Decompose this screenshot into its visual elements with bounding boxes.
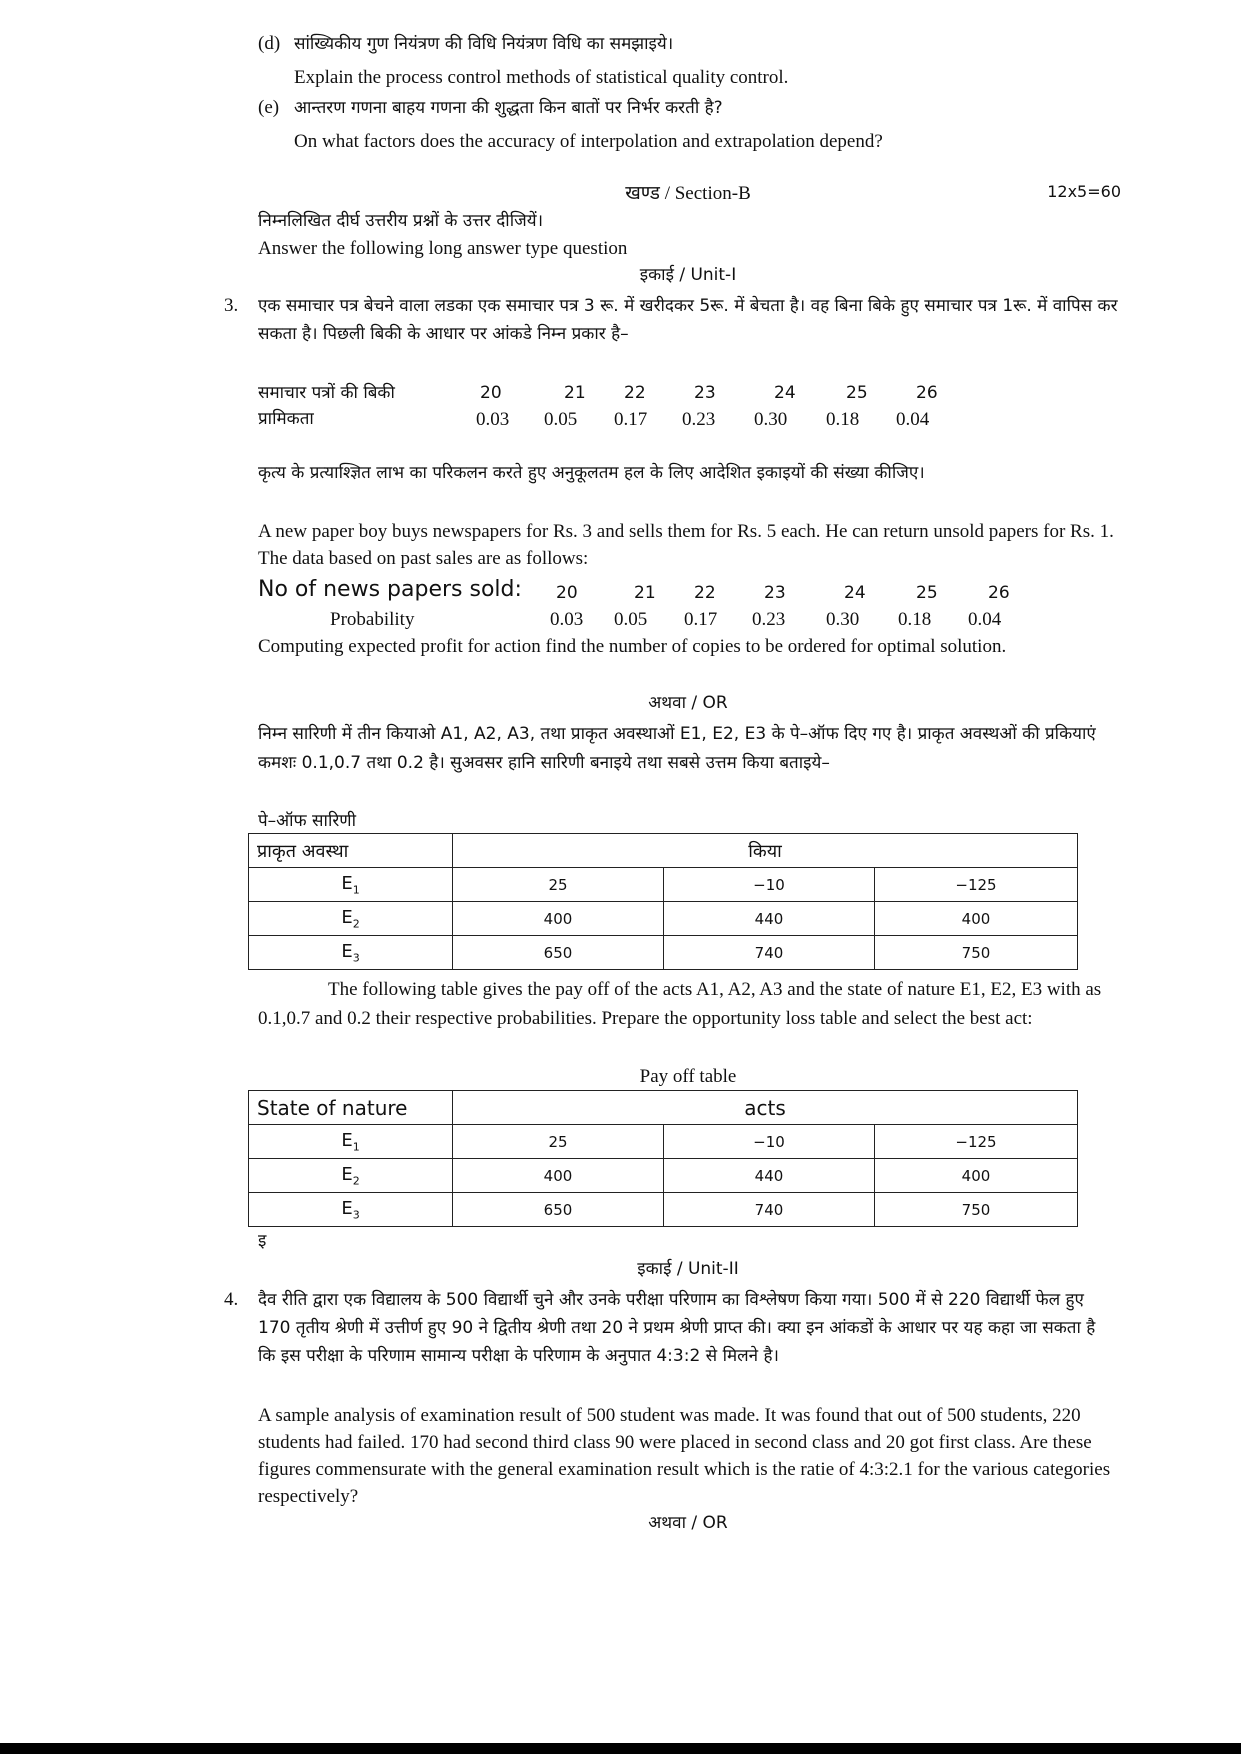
q3-english-sales-row bbox=[258, 576, 1118, 632]
state-cell: $E_2$ bbox=[249, 1159, 453, 1193]
q3-or: अथवा / OR bbox=[648, 693, 728, 713]
table-header-state: State of nature bbox=[249, 1091, 453, 1125]
q3-hindi-question: कृत्य के प्रत्याश्ज्ञित लाभ का परिकलन करते हुए अनुकूलतम हल के लिए आदेशित इकाइयों की संख्या कीजिए। bbox=[258, 463, 925, 483]
sales-value: 22 bbox=[694, 583, 716, 603]
sales-value: 24 bbox=[774, 383, 796, 403]
payoff-cell: 650 bbox=[453, 936, 664, 970]
sales-value: 24 bbox=[844, 583, 866, 603]
prob-value: 0.05 bbox=[614, 609, 648, 630]
payoff-cell: 25 bbox=[453, 1125, 664, 1159]
q3-hindi-sales-row bbox=[258, 380, 1118, 432]
table-row bbox=[249, 868, 1078, 902]
sales-value: 20 bbox=[556, 583, 578, 603]
prob-value: 0.23 bbox=[752, 609, 786, 630]
q3-hindi-prob-label: प्रामिकता bbox=[258, 409, 314, 429]
q2-d-hindi: सांख्यिकीय गुण नियंत्रण की विधि नियंत्रण विधि का समझाइये। bbox=[294, 34, 674, 54]
stray-mark: इ bbox=[258, 1231, 267, 1251]
prob-value: 0.04 bbox=[896, 409, 930, 430]
table-header-state: प्राकृत अवस्था bbox=[249, 834, 453, 868]
payoff-cell: 440 bbox=[664, 1159, 875, 1193]
q4-or: अथवा / OR bbox=[648, 1513, 728, 1533]
section-b-instruction-hindi: निम्नलिखित दीर्घ उत्तरीय प्रश्नों के उत्तर दीजियें। bbox=[258, 211, 544, 231]
prob-value: 0.23 bbox=[682, 409, 716, 430]
unit-1-title: इकाई / Unit-I bbox=[639, 265, 737, 285]
sales-value: 21 bbox=[634, 583, 656, 603]
state-cell: $E_1$ bbox=[249, 1125, 453, 1159]
prob-value: 0.18 bbox=[898, 609, 932, 630]
state-cell: $E_1$ bbox=[249, 868, 453, 902]
q3-hindi-sales-label: समाचार पत्रों की बिकी bbox=[258, 383, 395, 403]
prob-value: 0.05 bbox=[544, 409, 578, 430]
prob-value: 0.17 bbox=[684, 609, 718, 630]
q2-d bbox=[258, 30, 1118, 91]
q4-hindi-text: 4. दैव रीति द्वारा एक विद्यालय के 500 विद्यार्थी चुने और उनके परीक्षा परिणाम का विश्लेषण किया गया। 500 में से 220 विद्यार्थी फेल हुए 170 तृतीय श्रेणी में उत्तीर्ण हुए 90 ने द्वितीय श्रेणी तथा 20 ने प्रथम श्रेणी प्राप्त की। क्या इन आंकडों के आधार पर यह कहा जा सकता है कि इस परीक्षा के परिणाम सामान्य परीक्षा के परिणाम के अनुपात 4:3:2 से मिलने है। bbox=[258, 1286, 1118, 1370]
payoff-cell: 750 bbox=[875, 936, 1078, 970]
table-header-acts: किया bbox=[453, 834, 1078, 868]
payoff-cell: 400 bbox=[875, 1159, 1078, 1193]
table-row bbox=[249, 1193, 1078, 1227]
table-row bbox=[249, 1159, 1078, 1193]
prob-value: 0.17 bbox=[614, 409, 648, 430]
hindi-payoff-table bbox=[248, 833, 1078, 970]
sales-value: 23 bbox=[764, 583, 786, 603]
unit-2-title: इकाई / Unit-II bbox=[637, 1259, 739, 1279]
q4-number: 4. bbox=[224, 1289, 239, 1310]
q2-e-english: On what factors does the accuracy of interpolation and extrapolation depend? bbox=[294, 131, 883, 152]
sales-value: 21 bbox=[564, 383, 586, 403]
q3-alt-hindi-text: निम्न सारिणी में तीन कियाओ A1, A2, A3, तथा प्राकृत अवस्थाओं E1, E2, E3 के पे–ऑफ दिए गए है। प्राकृत अवस्थओं की प्रकियाएं कमशः 0.1,0.7 तथा 0.2 है। सुअवसर हानि सारिणी बनाइये तथा सबसे उत्तम किया बताइये– bbox=[258, 724, 1096, 773]
payoff-cell: −125 bbox=[875, 868, 1078, 902]
sales-value: 26 bbox=[916, 383, 938, 403]
state-cell: $E_3$ bbox=[249, 936, 453, 970]
sales-value: 26 bbox=[988, 583, 1010, 603]
q4-english-text: A sample analysis of examination result of 500 student was made. It was found that out of 500 students, 220 students had failed. 170 had second third class 90 were placed in second class and 20 got first class. Are these figures commensurate with the general examination result which is the ratie of 4:3:2.1 for the various categories respectively? bbox=[258, 1405, 1111, 1507]
table-header-acts: acts bbox=[453, 1091, 1078, 1125]
q3-english-text: A new paper boy buys newspapers for Rs. 3 and sells them for Rs. 5 each. He can return unsold papers for Rs. 1. The data based on past sales are as follows: bbox=[258, 521, 1114, 569]
sales-value: 25 bbox=[846, 383, 868, 403]
payoff-cell: −125 bbox=[875, 1125, 1078, 1159]
payoff-cell: −10 bbox=[664, 868, 875, 902]
prob-value: 0.30 bbox=[754, 409, 788, 430]
prob-value: 0.03 bbox=[550, 609, 584, 630]
q3-number: 3. bbox=[224, 295, 239, 316]
state-cell: $E_2$ bbox=[249, 902, 453, 936]
q3-hindi-text: 3. एक समाचार पत्र बेचने वाला लडका एक समाचार पत्र 3 रू. में खरीदकर 5रू. में बेचता है। वह बिना बिके हुए समाचार पत्र 1रू. में वापिस कर सकता है। पिछली बिकी के आधार पर आंकडे निम्न प्रकार है– bbox=[258, 292, 1118, 348]
table-row bbox=[249, 936, 1078, 970]
q3-english-table-title: Pay off table bbox=[639, 1066, 737, 1087]
payoff-cell: 400 bbox=[453, 902, 664, 936]
payoff-cell: 750 bbox=[875, 1193, 1078, 1227]
q3-english-sales-label: No of news papers sold: bbox=[258, 577, 522, 602]
q2-d-english: Explain the process control methods of statistical quality control. bbox=[294, 67, 789, 88]
sales-value: 23 bbox=[694, 383, 716, 403]
q3-hindi-table-title: पे–ऑफ सारिणी bbox=[258, 811, 357, 831]
q3-english-prob-label: Probability bbox=[330, 609, 415, 630]
q2-d-label: (d) bbox=[258, 33, 281, 54]
section-b-marks: 12x5=60 bbox=[1047, 182, 1121, 201]
scan-edge-bar bbox=[0, 1743, 1241, 1754]
payoff-cell: 25 bbox=[453, 868, 664, 902]
state-cell: $E_3$ bbox=[249, 1193, 453, 1227]
q3-english-question: Computing expected profit for action find the number of copies to be ordered for optimal solution. bbox=[258, 636, 1007, 657]
sales-value: 25 bbox=[916, 583, 938, 603]
q3-alt-english-text: The following table gives the pay off of the acts A1, A2, A3 and the state of nature E1, E2, E3 with as 0.1,0.7 and 0.2 their respective probabilities. Prepare the opportunity loss table and select the best act: bbox=[258, 979, 1102, 1029]
section-b-title: खण्ड / Section-B bbox=[625, 183, 751, 204]
payoff-cell: 400 bbox=[875, 902, 1078, 936]
q2-e-label: (e) bbox=[258, 97, 280, 118]
prob-value: 0.04 bbox=[968, 609, 1002, 630]
prob-value: 0.03 bbox=[476, 409, 510, 430]
payoff-cell: 400 bbox=[453, 1159, 664, 1193]
section-b-instruction-english: Answer the following long answer type question bbox=[258, 238, 628, 259]
table-row bbox=[249, 902, 1078, 936]
sales-value: 20 bbox=[480, 383, 502, 403]
prob-value: 0.18 bbox=[826, 409, 860, 430]
sales-value: 22 bbox=[624, 383, 646, 403]
q2-e bbox=[258, 94, 1118, 155]
payoff-cell: 740 bbox=[664, 1193, 875, 1227]
payoff-cell: 650 bbox=[453, 1193, 664, 1227]
q2-e-hindi: आन्तरण गणना बाहय गणना की शुद्धता किन बातों पर निर्भर करती है? bbox=[294, 98, 723, 118]
payoff-cell: −10 bbox=[664, 1125, 875, 1159]
payoff-cell: 440 bbox=[664, 902, 875, 936]
payoff-cell: 740 bbox=[664, 936, 875, 970]
table-row bbox=[249, 1125, 1078, 1159]
prob-value: 0.30 bbox=[826, 609, 860, 630]
english-payoff-table bbox=[248, 1090, 1078, 1227]
